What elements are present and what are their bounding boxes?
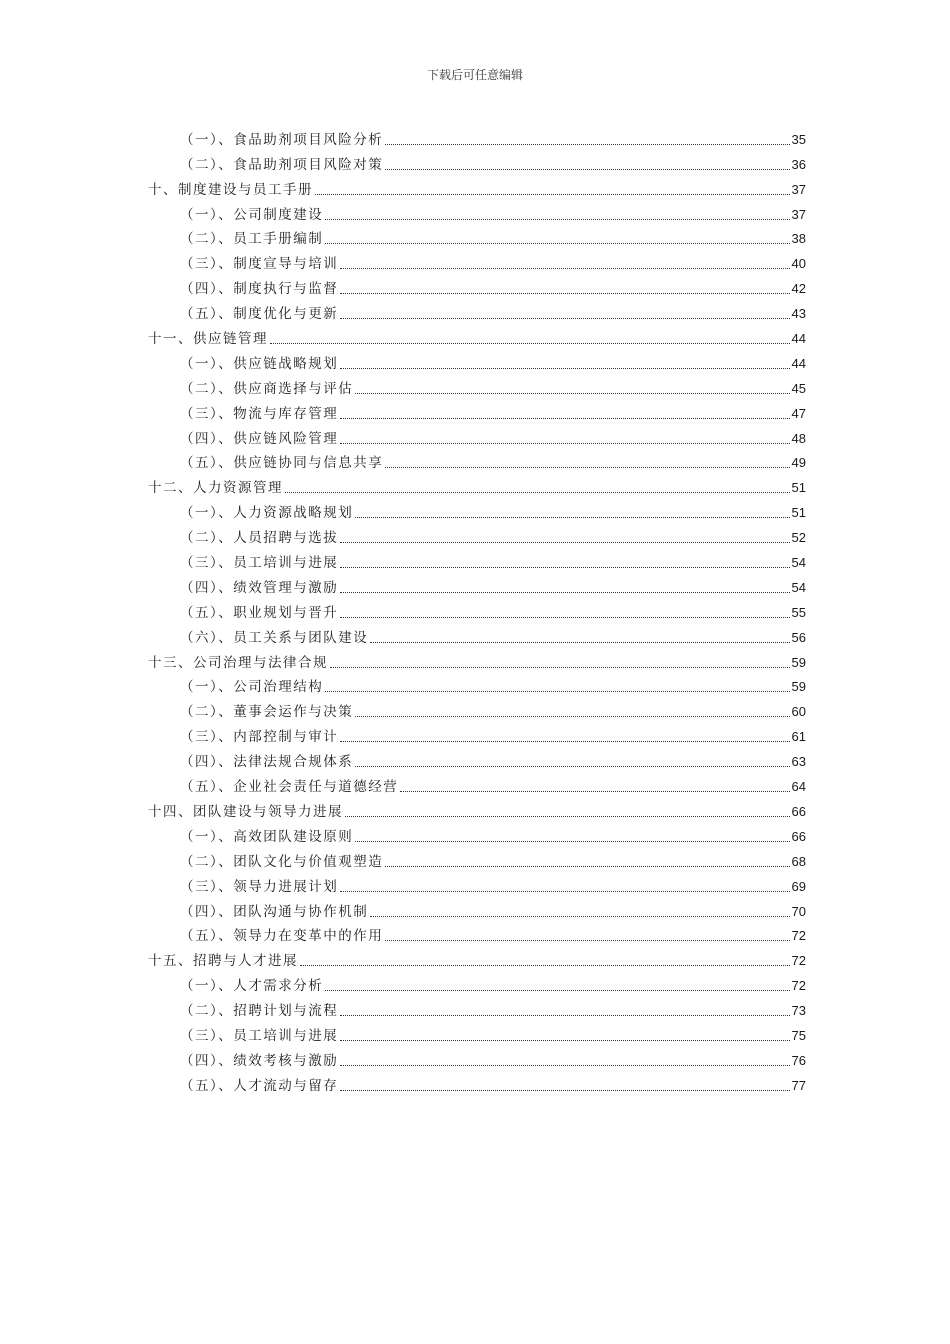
toc-dot-leader: [340, 542, 789, 543]
toc-entry-title: （二）、董事会运作与决策: [180, 704, 354, 721]
toc-entry-page-number: 37: [791, 206, 806, 222]
toc-dot-leader: [385, 169, 789, 170]
toc-entry-page-number: 35: [791, 131, 806, 147]
toc-entry-page-number: 72: [791, 953, 806, 969]
toc-entry-page-number: 63: [791, 754, 806, 770]
toc-dot-leader: [340, 1040, 789, 1041]
toc-dot-leader: [340, 741, 789, 742]
toc-entry-title: （五）、供应链协同与信息共享: [180, 455, 384, 472]
toc-entry-title: （二）、员工手册编制: [180, 231, 324, 248]
toc-section-entry[interactable]: [148, 822, 806, 847]
toc-section-entry[interactable]: [148, 424, 806, 449]
toc-entry-title: 十一、供应链管理: [148, 331, 268, 348]
toc-entry-title: （四）、供应链风险管理: [180, 430, 339, 447]
toc-section-entry[interactable]: [148, 996, 806, 1021]
toc-entry-page-number: 73: [791, 1003, 806, 1019]
toc-entry-page-number: 64: [791, 779, 806, 795]
toc-section-entry[interactable]: [148, 498, 806, 523]
toc-entry-title: （三）、内部控制与审计: [180, 729, 339, 746]
toc-entry-page-number: 51: [791, 505, 806, 521]
toc-dot-leader: [385, 467, 789, 468]
toc-dot-leader: [370, 916, 789, 917]
toc-dot-leader: [315, 194, 790, 195]
toc-entry-title: （五）、职业规划与晋升: [180, 604, 339, 621]
toc-section-entry[interactable]: [148, 274, 806, 299]
toc-dot-leader: [325, 990, 789, 991]
toc-entry-page-number: 55: [791, 604, 806, 620]
toc-entry-page-number: 37: [791, 181, 806, 197]
toc-entry-title: （五）、人才流动与留存: [180, 1077, 339, 1094]
toc-section-entry[interactable]: [148, 747, 806, 772]
toc-section-entry[interactable]: [148, 623, 806, 648]
toc-chapter-entry[interactable]: [148, 797, 806, 822]
toc-entry-page-number: 77: [791, 1077, 806, 1093]
toc-entry-title: （三）、制度宣导与培训: [180, 256, 339, 273]
toc-entry-page-number: 45: [791, 380, 806, 396]
toc-section-entry[interactable]: [148, 598, 806, 623]
toc-entry-page-number: 66: [791, 828, 806, 844]
toc-dot-leader: [270, 343, 790, 344]
toc-entry-title: （一）、人才需求分析: [180, 978, 324, 995]
toc-dot-leader: [285, 492, 790, 493]
toc-entry-title: （五）、制度优化与更新: [180, 306, 339, 323]
toc-entry-title: （三）、领导力进展计划: [180, 878, 339, 895]
toc-entry-page-number: 72: [791, 928, 806, 944]
toc-dot-leader: [340, 891, 789, 892]
toc-entry-page-number: 70: [791, 903, 806, 919]
toc-entry-page-number: 54: [791, 579, 806, 595]
toc-entry-title: （一）、高效团队建设原则: [180, 828, 354, 845]
toc-entry-title: （一）、人力资源战略规划: [180, 505, 354, 522]
toc-section-entry[interactable]: [148, 922, 806, 947]
toc-entry-title: （四）、团队沟通与协作机制: [180, 903, 369, 920]
toc-entry-title: 十、制度建设与员工手册: [148, 181, 313, 198]
toc-entry-title: （五）、企业社会责任与道德经营: [180, 779, 399, 796]
toc-entry-title: 十五、招聘与人才进展: [148, 953, 298, 970]
toc-entry-title: （二）、供应商选择与评估: [180, 380, 354, 397]
toc-entry-title: （四）、绩效考核与激励: [180, 1052, 339, 1069]
toc-entry-title: （五）、领导力在变革中的作用: [180, 928, 384, 945]
toc-dot-leader: [345, 816, 790, 817]
toc-entry-title: （一）、供应链战略规划: [180, 355, 339, 372]
toc-entry-page-number: 40: [791, 256, 806, 272]
toc-chapter-entry[interactable]: [148, 648, 806, 673]
toc-entry-title: （二）、团队文化与价值观塑造: [180, 853, 384, 870]
toc-section-entry[interactable]: [148, 697, 806, 722]
toc-dot-leader: [355, 841, 789, 842]
toc-entry-title: （四）、制度执行与监督: [180, 281, 339, 298]
toc-entry-page-number: 52: [791, 530, 806, 546]
toc-dot-leader: [325, 691, 789, 692]
toc-section-entry[interactable]: [148, 225, 806, 250]
toc-entry-title: 十四、团队建设与领导力进展: [148, 803, 343, 820]
toc-entry-page-number: 76: [791, 1052, 806, 1068]
toc-section-entry[interactable]: [148, 200, 806, 225]
toc-dot-leader: [340, 368, 789, 369]
toc-entry-title: （二）、招聘计划与流程: [180, 1003, 339, 1020]
toc-section-entry[interactable]: [148, 125, 806, 150]
toc-entry-title: （三）、员工培训与进展: [180, 555, 339, 572]
toc-dot-leader: [325, 243, 789, 244]
toc-entry-page-number: 61: [791, 729, 806, 745]
toc-section-entry[interactable]: [148, 548, 806, 573]
toc-dot-leader: [370, 642, 789, 643]
table-of-contents: [148, 125, 806, 1096]
toc-entry-page-number: 43: [791, 306, 806, 322]
toc-entry-page-number: 51: [791, 480, 806, 496]
toc-section-entry[interactable]: [148, 349, 806, 374]
toc-entry-page-number: 48: [791, 430, 806, 446]
toc-entry-page-number: 54: [791, 555, 806, 571]
toc-entry-page-number: 69: [791, 878, 806, 894]
toc-dot-leader: [340, 1090, 789, 1091]
toc-section-entry[interactable]: [148, 722, 806, 747]
toc-dot-leader: [400, 791, 789, 792]
page-header: 下载后可任意编辑: [426, 68, 523, 82]
toc-section-entry[interactable]: [148, 573, 806, 598]
toc-entry-page-number: 75: [791, 1027, 806, 1043]
toc-entry-page-number: 72: [791, 978, 806, 994]
toc-entry-page-number: 66: [791, 803, 806, 819]
toc-entry-title: （二）、人员招聘与选拔: [180, 530, 339, 547]
toc-dot-leader: [340, 617, 789, 618]
toc-dot-leader: [340, 418, 789, 419]
toc-entry-title: （六）、员工关系与团队建设: [180, 629, 369, 646]
toc-dot-leader: [330, 667, 790, 668]
toc-dot-leader: [355, 517, 789, 518]
toc-entry-title: （四）、法律法规合规体系: [180, 754, 354, 771]
toc-section-entry[interactable]: [148, 299, 806, 324]
toc-dot-leader: [385, 866, 789, 867]
toc-section-entry[interactable]: [148, 872, 806, 897]
toc-dot-leader: [355, 716, 789, 717]
toc-entry-page-number: 56: [791, 629, 806, 645]
toc-section-entry[interactable]: [148, 249, 806, 274]
toc-dot-leader: [325, 219, 789, 220]
toc-dot-leader: [355, 393, 789, 394]
toc-dot-leader: [340, 1015, 789, 1016]
toc-entry-page-number: 68: [791, 853, 806, 869]
toc-section-entry[interactable]: [148, 971, 806, 996]
toc-section-entry[interactable]: [148, 673, 806, 698]
toc-section-entry[interactable]: [148, 150, 806, 175]
toc-entry-title: （二）、食品助剂项目风险对策: [180, 156, 384, 173]
toc-entry-title: （一）、食品助剂项目风险分析: [180, 131, 384, 148]
toc-chapter-entry[interactable]: [148, 324, 806, 349]
toc-entry-page-number: 60: [791, 704, 806, 720]
toc-entry-page-number: 49: [791, 455, 806, 471]
toc-dot-leader: [355, 766, 789, 767]
toc-section-entry[interactable]: [148, 1046, 806, 1071]
toc-dot-leader: [340, 592, 789, 593]
toc-chapter-entry[interactable]: [148, 175, 806, 200]
toc-dot-leader: [300, 965, 790, 966]
toc-dot-leader: [340, 1065, 789, 1066]
toc-entry-page-number: 59: [791, 679, 806, 695]
toc-entry-title: （三）、物流与库存管理: [180, 405, 339, 422]
toc-section-entry[interactable]: [148, 1071, 806, 1096]
toc-entry-title: （一）、公司制度建设: [180, 206, 324, 223]
toc-entry-page-number: 47: [791, 405, 806, 421]
toc-dot-leader: [340, 293, 789, 294]
toc-entry-page-number: 42: [791, 281, 806, 297]
toc-dot-leader: [385, 144, 789, 145]
toc-dot-leader: [340, 567, 789, 568]
toc-entry-page-number: 38: [791, 231, 806, 247]
toc-section-entry[interactable]: [148, 1021, 806, 1046]
toc-entry-page-number: 59: [791, 654, 806, 670]
toc-dot-leader: [340, 318, 789, 319]
toc-chapter-entry[interactable]: [148, 473, 806, 498]
toc-section-entry[interactable]: [148, 399, 806, 424]
toc-entry-title: 十三、公司治理与法律合规: [148, 654, 328, 671]
toc-entry-page-number: 36: [791, 156, 806, 172]
toc-entry-page-number: 44: [791, 331, 806, 347]
toc-section-entry[interactable]: [148, 374, 806, 399]
toc-chapter-entry[interactable]: [148, 946, 806, 971]
toc-section-entry[interactable]: [148, 772, 806, 797]
toc-entry-title: （三）、员工培训与进展: [180, 1027, 339, 1044]
toc-section-entry[interactable]: [148, 449, 806, 474]
toc-dot-leader: [340, 268, 789, 269]
toc-section-entry[interactable]: [148, 897, 806, 922]
toc-entry-title: （四）、绩效管理与激励: [180, 579, 339, 596]
toc-entry-title: 十二、人力资源管理: [148, 480, 283, 497]
toc-dot-leader: [340, 443, 789, 444]
toc-section-entry[interactable]: [148, 523, 806, 548]
toc-entry-page-number: 44: [791, 355, 806, 371]
toc-section-entry[interactable]: [148, 847, 806, 872]
toc-dot-leader: [385, 940, 789, 941]
toc-entry-title: （一）、公司治理结构: [180, 679, 324, 696]
